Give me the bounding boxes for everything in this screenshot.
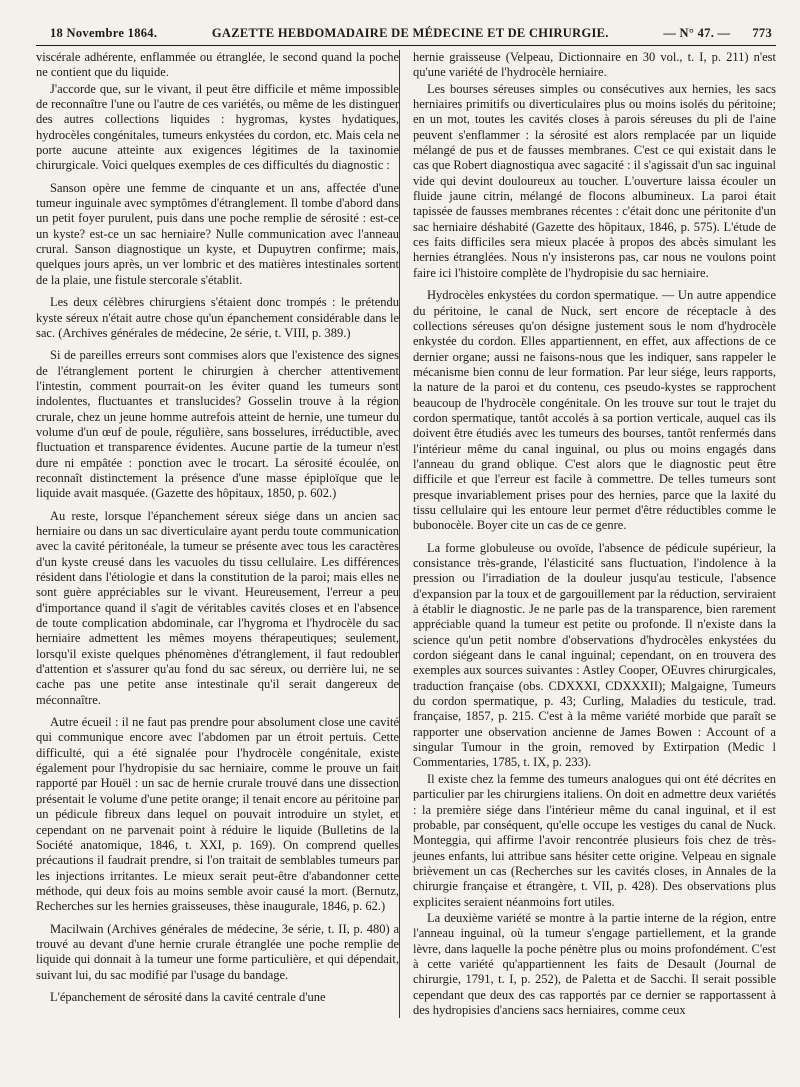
- paragraph: L'épanchement de sérosité dans la cavité centrale d'une: [50, 989, 326, 1004]
- running-header: [36, 26, 776, 46]
- journal-title: GAZETTE HEBDOMADAIRE DE MÉDECINE ET DE CHIRURGIE.: [211, 26, 609, 40]
- paragraph: hernie graisseuse (Velpeau, Dictionnaire en 30 vol., t. I, p. 211) n'est qu'une variété de l'hydrocèle herniaire.: [413, 50, 776, 80]
- right-column: [413, 50, 776, 1018]
- paragraph: viscérale adhérente, enflammée ou étranglée, le second quand la poche ne contient que du liquide.: [36, 50, 399, 80]
- paragraph: J'accorde que, sur le vivant, il peut être difficile et même impossible de reconnaître l'une ou l'autre de ces variétés, ou même de les distinguer des autres collections liquides : hygromas, kystes hydatiques, hydrocèles congénitales, tumeurs enkystées du cordon, etc. Mais cela ne porte aucune atteinte aux exigences légitimes de la taxinomie chirurgicale. Voici quelques exemples de ces difficultés du diagnostic :: [36, 81, 399, 173]
- paragraph: Les bourses séreuses simples ou consécutives aux hernies, les sacs herniaires primitifs ou diverticulaires plus ou moins isolés du péritoine; en un mot, toutes les cavités closes à parois séreuses du pli de l'aine peuvent s'enflammer : la sérosité est alors remplacée par un liquide mélangé de pus et de fausses membranes. C'est ce qui existait dans le cas que Robert diagnostiqua avec sagacité : il s'agissait d'un sac inguinal vide qui devint douloureux au toucher. L'ouverture laissa écouler un fluide jaune citrin, mélangé de flocons albumineux. La paroi était tapissée de fausses membranes récentes : c'était donc une péritonite d'un sac herniaire déshabité (Gazette des hôpitaux, 1846, p. 575). L'étude de ces faits difficiles sera mieux placée à propos des abcès simulant les hernies étranglées. Nous n'y insisterons pas, car nous ne voulons point faire ici l'histoire complète de l'hydropisie du sac herniaire.: [413, 81, 776, 280]
- page-number: 773: [752, 26, 772, 40]
- paragraph: Autre écueil : il ne faut pas prendre pour absolument close une cavité qui communique encore avec l'abdomen par un étroit pertuis. Cette difficulté, qui a été signalée pour l'hydrocèle congénitale, existe également pour l'hydropisie du sac herniaire, comme le prouve un fait rapporté par Houël : un sac de hernie crurale trouvé dans une dissection présentait le volume d'une petite orange; il tenait encore au péritoine par un pédicule fibreux dans lequel on pouvait introduire un stylet, et cependant on ne parvenait point à réduire le liquide (Bulletins de la Société anatomique, 1846, t. XXI, p. 169). On comprend quelles précautions il faudrait prendre, si l'on traitait de semblables tumeurs par les injections irritantes. Le mieux serait peut-être d'abandonner cette méthode, qui deux fois au moins semble avoir causé la mort. (Bernutz, Recherches sur les hernies graisseuses, thèse inaugurale, 1846, p. 62.): [36, 715, 399, 914]
- paragraph: Macilwain (Archives générales de médecine, 3e série, t. II, p. 480) a trouvé au devant d'une hernie crurale étranglée une poche remplie de liquide qui donnait à la tumeur une forme particulière, et qui dépendait, suivant lui, du sac modifié par l'usage du bandage.: [36, 921, 399, 982]
- paragraph: Les deux célèbres chirurgiens s'étaient donc trompés : le prétendu kyste séreux n'était autre chose qu'un épanchement considérable dans le sac. (Archives générales de médecine, 2e série, t. VIII, p. 389.): [36, 295, 399, 340]
- paragraph: Sanson opère une femme de cinquante et un ans, affectée d'une tumeur inguinale avec symptômes d'étranglement. Il tombe d'abord dans un petit foyer purulent, puis dans une poche remplie de sérosité : est-ce un kyste? est-ce un sac herniaire? Nulle communication avec l'anneau crural. Sanson diagnostique un kyste, et Dupuytren confirme; mais, quelques jours après, un ver lombric et des matières intestinales sortent de la plaie, une fistule stercorale s'établit.: [36, 180, 399, 287]
- text-columns: [36, 50, 776, 1018]
- paragraph: Si de pareilles erreurs sont commises alors que l'existence des signes de l'étranglement portent le chirurgien à chercher attentivement l'intestin, comment pourrait-on les éviter quand les tumeurs sont indolentes, fluctuantes et translucides? Gosselin trouve à la région crurale, chez un jeune homme autrefois atteint de hernie, une tumeur du volume d'un œuf de poule, régulière, sans bosselures, irréductible, avec fluctuation et transparence évidentes. Aucune partie de la tumeur n'est dure ni empâtée : ponction avec le trocart. La sérosité écoulée, on reconnaît distinctement la présence d'une masse épiploïque que le liquide avait masquée. (Gazette des hôpitaux, 1850, p. 602.): [36, 348, 399, 501]
- left-column: [36, 50, 399, 1018]
- paragraph: La deuxième variété se montre à la partie interne de la région, entre l'anneau inguinal, où la tumeur s'engage partiellement, et la grande lèvre, dans laquelle la poche pénètre plus ou moins profondément. C'est à cette variété qu'appartiennent les faits de Desault (Journal de chirurgie, 1791, t. I, p. 252), de Paletta et de Sacchi. Il serait possible cependant que deux des cas rapportés par ce dernier se rapportassent à des hydropisies d'anciens sacs herniaires, comme ceux: [413, 910, 776, 1017]
- paragraph: Il existe chez la femme des tumeurs analogues qui ont été décrites en particulier par les chirurgiens italiens. On doit en admettre deux variétés : la première siége dans l'intérieur même du canal inguinal, et il est probable, par conséquent, qu'elle occupe les vestiges du canal de Nuck. Monteggia, qui affirme l'avoir rencontrée plusieurs fois chez de très-jeunes enfants, lui attribue sans hésiter cette origine. Velpeau en signale brièvement un cas (Recherches sur les cavités closes, in Annales de la chirurgie française et étrangère, t. VII, p. 428). Des observations plus explicites seraient néanmoins fort utiles.: [413, 771, 776, 909]
- issue-number: — N° 47. —: [663, 26, 731, 40]
- section-paragraph: Hydrocèles enkystées du cordon spermatique. — Un autre appendice du péritoine, le canal de Nuck, sert encore de réceptacle à des collections séreuses qu'on désigne justement sous le nom d'hydrocèle enkystée du cordon. Elles appartiennent, en effet, aux affections de ce dernier organe; aussi ne faisons-nous que les indiquer, sans rappeler le mécanisme bien connu de leur formation. Par leur siége, leurs rapports, la nature de la paroi et du contenu, ces pseudo-kystes se rapprochent beaucoup de l'hydrocèle congénitale. On les trouve sur tout le trajet du cordon spermatique, tantôt accolés à sa portion verticale, auquel cas ils doivent être étudiés avec les tumeurs des bourses, tantôt renfermés dans l'intérieur même du canal inguinal, ou plus ou moins engagés dans l'anneau du grand oblique. C'est alors que le diagnostic peut être difficile et que l'erreur est facile à commettre. De telles tumeurs sont presque invariablement prises pour des hernies, parce que la laxité du tissu cellulaire qui les entoure leur permet d'être réductibles comme le bubonocèle. Boyer cite un cas de ce genre.: [413, 288, 776, 533]
- issue-date: 18 Novembre 1864.: [50, 26, 158, 40]
- paragraph: La forme globuleuse ou ovoïde, l'absence de pédicule supérieur, la consistance très-grande, l'élasticité sans fluctuation, l'indolence à la pression ou l'irradiation de la douleur jusqu'au testicule, l'absence d'expansion par la toux et de gargouillement par la réduction, serviraient à établir le diagnostic. Je ne parle pas de la transparence, bien rarement appréciable quand la tumeur est petite ou profonde. Il n'existe dans la science qu'un petit nombre d'observations d'hydrocèles enkystées du cordon siégeant dans le canal inguinal; cependant, on en trouvera des exemples aux sources suivantes : Astley Cooper, OEuvres chirurgicales, traduction française (obs. CDXXXI, CDXXXII); Malgaigne, Tumeurs du cordon spermatique, p. 43; Curling, Maladies du testicule, trad. française, 1857, p. 215. C'est à la même variété morbide que paraît se rapporter une observation ancienne de James Bowen : Account of a singular Tumour in the groin, removed by Extirpation (Medic l Commentaries, 1785, t. IX, p. 233).: [413, 540, 776, 770]
- paragraph: Au reste, lorsque l'épanchement séreux siége dans un ancien sac herniaire ou dans un sac diverticulaire ayant perdu toute communication avec la cavité péritonéale, la tumeur se présente avec tous les caractères d'un kyste creusé dans les vacuoles du tissu cellulaire. Les différences résident dans l'étiologie et dans la constitution de la paroi; mais elles ne sont guère appréciables sur le vivant. Heureusement, l'erreur a peu d'importance quand il s'agit de véritables cavités closes et en l'absence de toute complication abdominale, car l'hygroma et l'hydrocèle du sac herniaire admettent les mêmes moyens thérapeutiques; seulement, lorsqu'il existe quelques phénomènes d'étranglement, il faut redoubler d'attention et s'assurer qu'au fond du sac séreux, ou derrière lui, ne se cache pas une petite anse intestinale qu'il serait dangereux de méconnaître.: [36, 508, 399, 707]
